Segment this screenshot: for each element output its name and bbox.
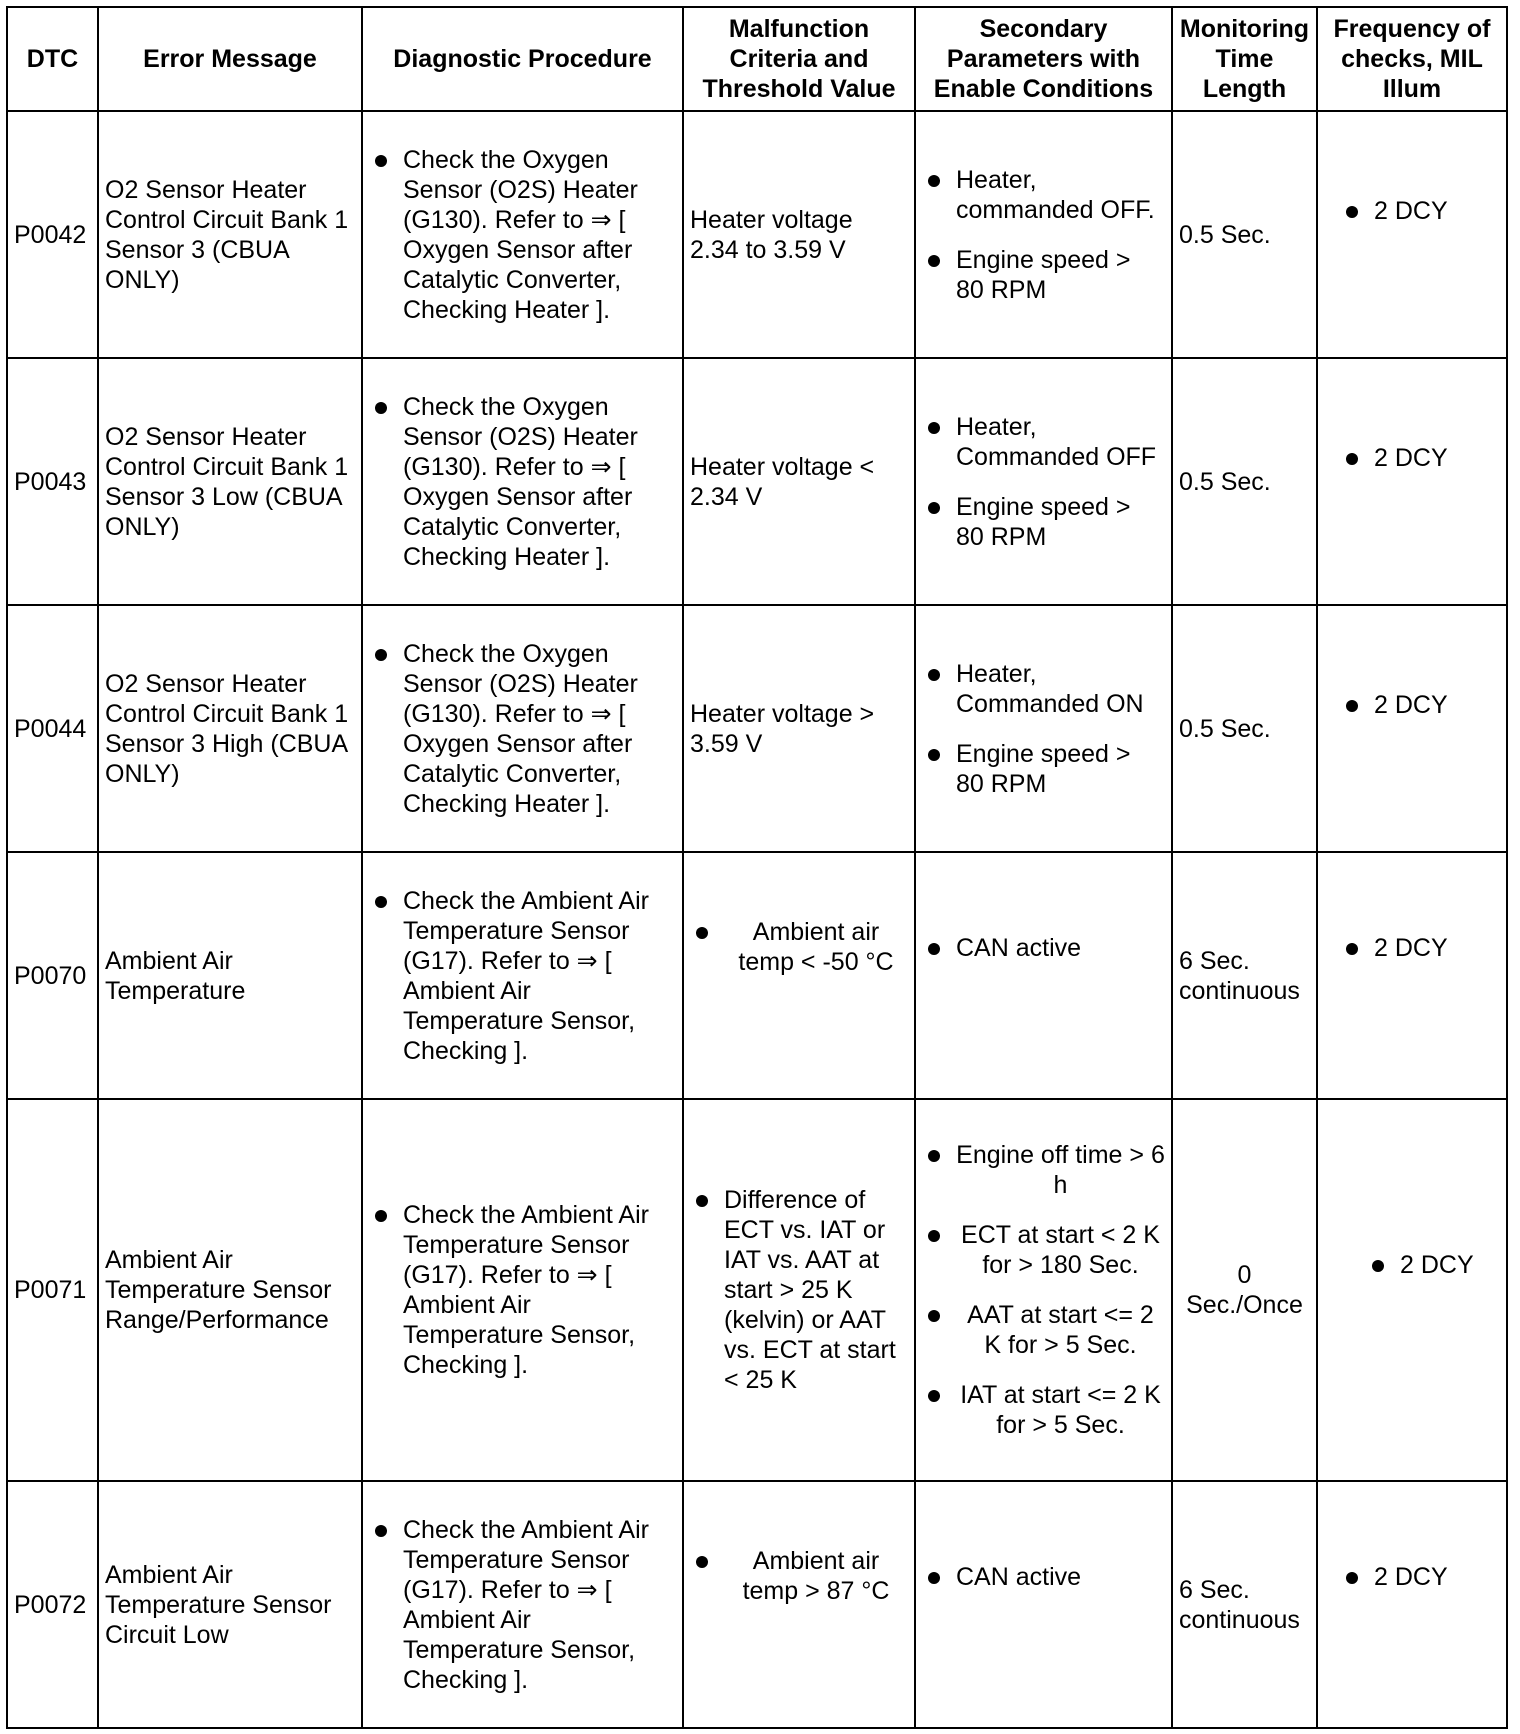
secondary-parameters xyxy=(915,1481,1172,1728)
frequency-item: 2 DCY xyxy=(1340,196,1500,226)
diagnostic-procedure xyxy=(362,1481,683,1728)
procedure-item: Check the Ambient Air Temperature Sensor (G17). Refer to ⇒ [ Ambient Air Temperature Sensor, Checking ]. xyxy=(369,1515,676,1695)
header-diagnostic-procedure: Diagnostic Procedure xyxy=(362,7,683,111)
secondary-item: CAN active xyxy=(922,933,1165,963)
secondary-parameters xyxy=(915,605,1172,852)
malfunction-criteria: Heater voltage < 2.34 V xyxy=(683,358,915,605)
frequency xyxy=(1317,358,1507,605)
frequency-item: 2 DCY xyxy=(1366,1250,1500,1280)
header-malfunction-criteria: Malfunction Criteria and Threshold Value xyxy=(683,7,915,111)
secondary-item: IAT at start <= 2 K for > 5 Sec. xyxy=(922,1380,1165,1440)
malfunction-criteria xyxy=(683,1099,915,1481)
malfunction-criteria xyxy=(683,852,915,1099)
header-dtc: DTC xyxy=(7,7,98,111)
error-message: Ambient Air Temperature Sensor Circuit Low xyxy=(98,1481,362,1728)
procedure-item: Check the Oxygen Sensor (O2S) Heater (G130). Refer to ⇒ [ Oxygen Sensor after Catalytic Converter, Checking Heater ]. xyxy=(369,145,676,325)
monitoring-time: 6 Sec. continuous xyxy=(1172,1481,1317,1728)
malfunction-criteria: Heater voltage 2.34 to 3.59 V xyxy=(683,111,915,358)
frequency xyxy=(1317,605,1507,852)
table-row xyxy=(7,358,1507,605)
monitoring-time: 0 Sec./Once xyxy=(1172,1099,1317,1481)
secondary-item: Heater, Commanded ON xyxy=(922,659,1165,719)
procedure-item: Check the Ambient Air Temperature Sensor (G17). Refer to ⇒ [ Ambient Air Temperature Sensor, Checking ]. xyxy=(369,886,676,1066)
secondary-item: ECT at start < 2 K for > 180 Sec. xyxy=(922,1220,1165,1280)
secondary-parameters xyxy=(915,1099,1172,1481)
secondary-item: Engine speed > 80 RPM xyxy=(922,245,1165,305)
dtc-code: P0042 xyxy=(7,111,98,358)
secondary-item: Heater, commanded OFF. xyxy=(922,165,1165,225)
dtc-code: P0044 xyxy=(7,605,98,852)
secondary-item: Engine speed > 80 RPM xyxy=(922,492,1165,552)
procedure-item: Check the Oxygen Sensor (O2S) Heater (G130). Refer to ⇒ [ Oxygen Sensor after Catalytic Converter, Checking Heater ]. xyxy=(369,639,676,819)
header-row xyxy=(7,7,1507,111)
error-message: Ambient Air Temperature Sensor Range/Performance xyxy=(98,1099,362,1481)
diagnostic-procedure xyxy=(362,111,683,358)
diagnostic-procedure xyxy=(362,358,683,605)
malfunction-criteria xyxy=(683,1481,915,1728)
header-error-message: Error Message xyxy=(98,7,362,111)
monitoring-time: 0.5 Sec. xyxy=(1172,111,1317,358)
header-frequency: Frequency of checks, MIL Illum xyxy=(1317,7,1507,111)
monitoring-time: 0.5 Sec. xyxy=(1172,605,1317,852)
criteria-item: Difference of ECT vs. IAT or IAT vs. AAT at start > 25 K (kelvin) or AAT vs. ECT at start < 25 K xyxy=(690,1185,908,1395)
secondary-parameters xyxy=(915,111,1172,358)
table-row xyxy=(7,111,1507,358)
secondary-item: Engine speed > 80 RPM xyxy=(922,739,1165,799)
error-message: O2 Sensor Heater Control Circuit Bank 1 Sensor 3 Low (CBUA ONLY) xyxy=(98,358,362,605)
error-message: Ambient Air Temperature xyxy=(98,852,362,1099)
criteria-item: Ambient air temp > 87 °C xyxy=(690,1546,908,1606)
table-row xyxy=(7,605,1507,852)
diagnostic-procedure xyxy=(362,605,683,852)
frequency xyxy=(1317,1099,1507,1481)
secondary-parameters xyxy=(915,852,1172,1099)
frequency-item: 2 DCY xyxy=(1340,1562,1500,1592)
dtc-code: P0072 xyxy=(7,1481,98,1728)
criteria-item: Ambient air temp < -50 °C xyxy=(690,917,908,977)
secondary-item: AAT at start <= 2 K for > 5 Sec. xyxy=(922,1300,1165,1360)
error-message: O2 Sensor Heater Control Circuit Bank 1 Sensor 3 High (CBUA ONLY) xyxy=(98,605,362,852)
header-monitoring-time: Monitoring Time Length xyxy=(1172,7,1317,111)
secondary-item: Engine off time > 6 h xyxy=(922,1140,1165,1200)
frequency-item: 2 DCY xyxy=(1340,690,1500,720)
table-row xyxy=(7,1099,1507,1481)
frequency-item: 2 DCY xyxy=(1340,443,1500,473)
procedure-item: Check the Oxygen Sensor (O2S) Heater (G130). Refer to ⇒ [ Oxygen Sensor after Catalytic Converter, Checking Heater ]. xyxy=(369,392,676,572)
monitoring-time: 0.5 Sec. xyxy=(1172,358,1317,605)
procedure-item: Check the Ambient Air Temperature Sensor (G17). Refer to ⇒ [ Ambient Air Temperature Sensor, Checking ]. xyxy=(369,1200,676,1380)
table-row xyxy=(7,1481,1507,1728)
dtc-table xyxy=(6,6,1508,1729)
dtc-code: P0071 xyxy=(7,1099,98,1481)
frequency-item: 2 DCY xyxy=(1340,933,1500,963)
frequency xyxy=(1317,1481,1507,1728)
header-secondary-parameters: Secondary Parameters with Enable Conditions xyxy=(915,7,1172,111)
dtc-code: P0070 xyxy=(7,852,98,1099)
error-message: O2 Sensor Heater Control Circuit Bank 1 Sensor 3 (CBUA ONLY) xyxy=(98,111,362,358)
frequency xyxy=(1317,111,1507,358)
monitoring-time: 6 Sec. continuous xyxy=(1172,852,1317,1099)
diagnostic-procedure xyxy=(362,1099,683,1481)
secondary-item: Heater, Commanded OFF xyxy=(922,412,1165,472)
secondary-item: CAN active xyxy=(922,1562,1165,1592)
table-row xyxy=(7,852,1507,1099)
dtc-code: P0043 xyxy=(7,358,98,605)
diagnostic-procedure xyxy=(362,852,683,1099)
secondary-parameters xyxy=(915,358,1172,605)
malfunction-criteria: Heater voltage > 3.59 V xyxy=(683,605,915,852)
frequency xyxy=(1317,852,1507,1099)
